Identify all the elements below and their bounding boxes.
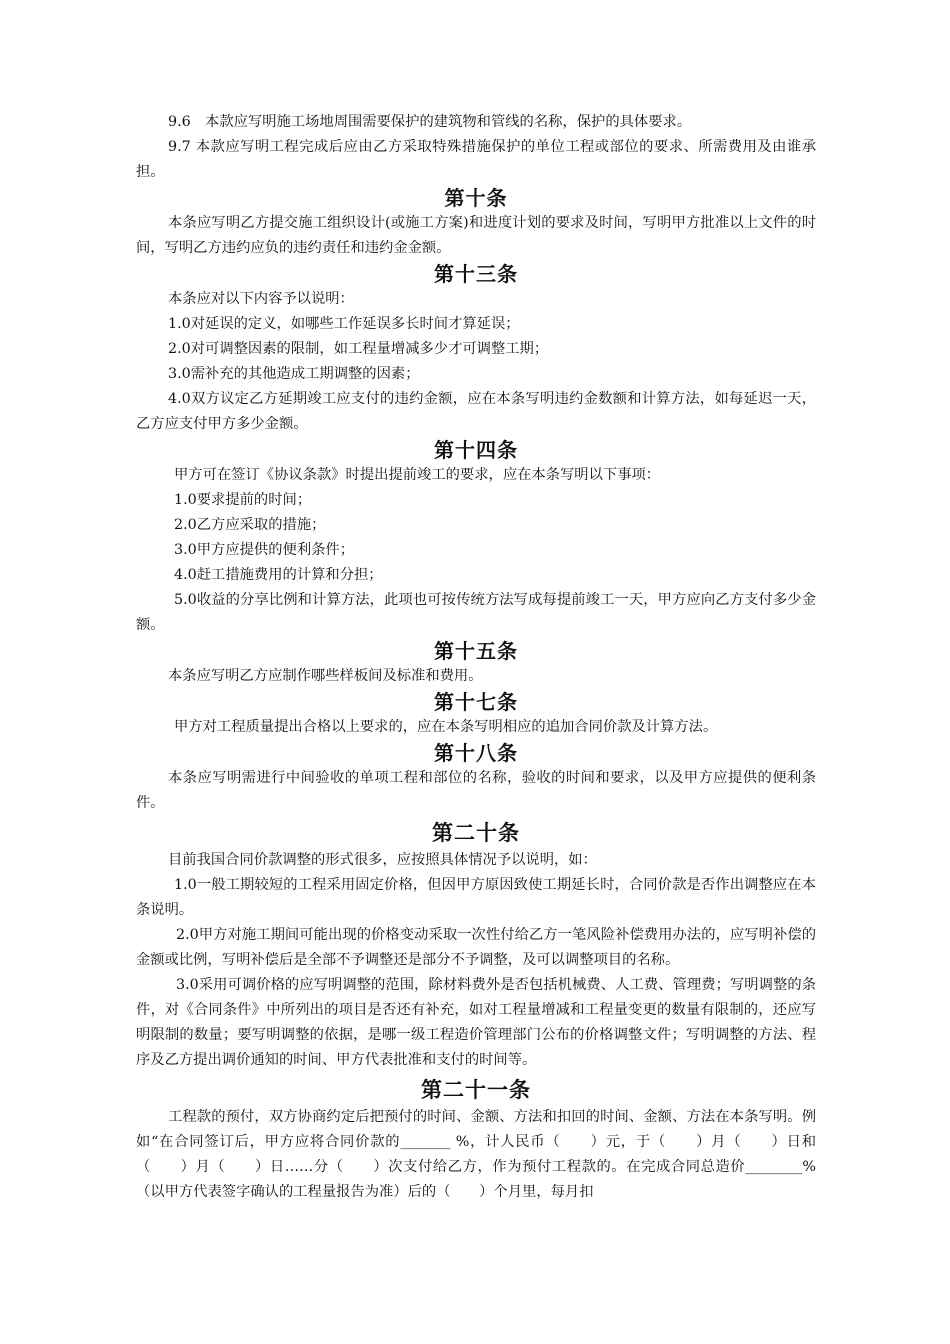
article-20-heading: 第二十条: [432, 821, 520, 845]
article-10-text: 本条应写明乙方提交施工组织设计(或施工方案)和进度计划的要求及时间，写明甲方批准以上文件的时间，写明乙方违约应负的违约责任和违约金金额。: [136, 215, 816, 256]
article-20-item: 3.0采用可调价格的应写明调整的范围，除材料费外是否包括机械费、人工费、管理费；写明调整的条件，对《合同条件》中所列出的项目是否还有补充，如对工程量增减和工程量变更的数量有限制的，还应写明限制的数量；要写明调整的依据，是哪一级工程造价管理部门公布的价格调整文件；写明调整的方法、程序及乙方提出调价通知的时间、甲方代表批准和支付的时间等。: [136, 977, 816, 1068]
article-13-intro: 本条应对以下内容予以说明：: [168, 291, 354, 307]
article-13-heading: 第十三条: [434, 262, 518, 286]
article-13-item: 3.0需补充的其他造成工期调整的因素；: [168, 366, 420, 382]
article-17-text: 甲方对工程质量提出合格以上要求的，应在本条写明相应的追加合同价款及计算方法。: [174, 719, 718, 735]
article-15-heading: 第十五条: [434, 639, 518, 663]
paragraph-9-6: 9.6 本款应写明施工场地周围需要保护的建筑物和管线的名称，保护的具体要求。: [168, 114, 692, 130]
article-13-item: 2.0对可调整因素的限制，如工程量增减多少才可调整工期；: [168, 341, 549, 357]
article-13-item: 4.0双方议定乙方延期竣工应支付的违约金额，应在本条写明违约金数额和计算方法，如每延迟一天，乙方应支付甲方多少金额。: [136, 391, 816, 432]
article-18-text: 本条应写明需进行中间验收的单项工程和部位的名称，验收的时间和要求，以及甲方应提供的便利条件。: [136, 770, 816, 811]
article-14-intro: 甲方可在签订《协议条款》时提出提前竣工的要求，应在本条写明以下事项：: [174, 467, 661, 483]
article-10-heading: 第十条: [444, 186, 508, 210]
article-17-heading: 第十七条: [434, 690, 518, 714]
article-21-heading: 第二十一条: [421, 1078, 531, 1102]
article-18-heading: 第十八条: [434, 741, 518, 765]
article-20-item: 1.0一般工期较短的工程采用固定价格，但因甲方原因致使工期延长时，合同价款是否作出调整应在本条说明。: [136, 877, 816, 918]
article-14-item: 1.0要求提前的时间；: [174, 492, 312, 508]
document-body: [136, 110, 816, 1205]
article-15-text: 本条应写明乙方应制作哪些样板间及标准和费用。: [168, 668, 483, 684]
paragraph-9-7: 9.7 本款应写明工程完成后应由乙方采取特殊措施保护的单位工程或部位的要求、所需费用及由谁承担。: [136, 139, 816, 180]
article-20-item: 2.0甲方对施工期间可能出现的价格变动采取一次性付给乙方一笔风险补偿费用办法的，应写明补偿的金额或比例，写明补偿后是全部不予调整还是部分不予调整，及可以调整项目的名称。: [136, 927, 816, 968]
article-14-heading: 第十四条: [434, 438, 518, 462]
article-14-item: 3.0甲方应提供的便利条件；: [174, 542, 355, 558]
article-14-item: 5.0收益的分享比例和计算方法，此项也可按传统方法写成每提前竣工一天，甲方应向乙方支付多少金额。: [136, 592, 816, 633]
article-20-intro: 目前我国合同价款调整的形式很多，应按照具体情况予以说明，如：: [168, 852, 597, 868]
article-21-text: 工程款的预付，双方协商约定后把预付的时间、金额、方法和扣回的时间、金额、方法在本条写明。例如“在合同签订后，甲方应将合同价款的_______ %，计人民币（ ）元，于（ ）月（ ）日和（ ）月（ ）日……分（ ）次支付给乙方，作为预付工程款的。在完成合同总造价________%（以甲方代表签字确认的工程量报告为准）后的（ ）个月里，每月扣: [136, 1109, 816, 1200]
article-14-item: 2.0乙方应采取的措施；: [174, 517, 326, 533]
article-14-item: 4.0赶工措施费用的计算和分担；: [174, 567, 383, 583]
article-13-item: 1.0对延误的定义，如哪些工作延误多长时间才算延误；: [168, 316, 520, 332]
